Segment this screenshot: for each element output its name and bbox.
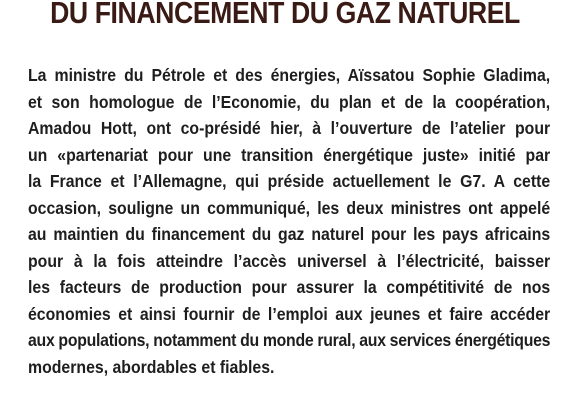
article-line: aux populations, notamment du monde rural, aux services énergétiques [28,330,551,350]
article-headline: DU FINANCEMENT DU GAZ NATUREL [50,0,520,30]
article-line: au maintien du financement du gaz naturel pour les pays africains [28,224,551,244]
article-line: et son homologue de l’Economie, du plan et de la coopération, [28,91,551,112]
article-line-partial: modernes, abordables et fiables. [28,356,275,377]
article-line: la France et l’Allemagne, qui préside actuellement le G7. A cette [28,171,551,191]
article-line: pour à la fois atteindre l’accès universel à l’électricité, baisser [28,250,551,271]
article-text-block [28,62,550,380]
article-line: économies et ainsi fournir de l’emploi aux jeunes et faire accéder [28,303,551,324]
article-line: les facteurs de production pour assurer la compétitivité de nos [28,277,551,297]
article-line: Amadou Hott, ont co-présidé hier, à l’ouverture de l’atelier pour [28,118,551,138]
article-body [28,62,550,380]
article-line: un «partenariat pour une transition énergétique juste» initié par [28,144,551,165]
article-line: occasion, souligne un communiqué, les deux ministres ont appelé [28,197,551,218]
article-line: La ministre du Pétrole et des énergies, Aïssatou Sophie Gladima, [28,65,551,85]
